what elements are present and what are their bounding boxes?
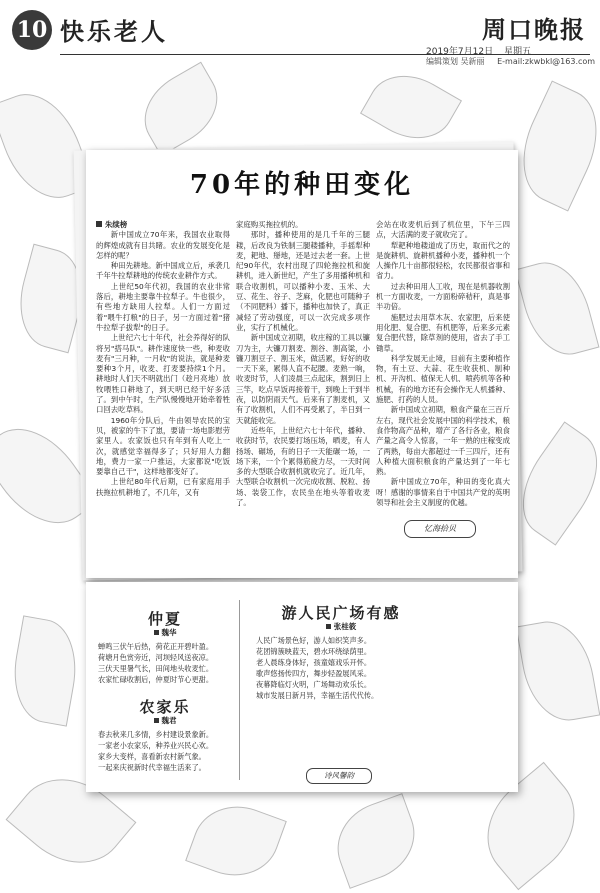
poem-author	[98, 627, 232, 638]
leaf-decoration	[515, 254, 600, 364]
leaf-decoration	[325, 793, 427, 889]
poem-author	[98, 715, 232, 726]
paragraph: 那时，播种使用的是几千年的三腿耧，后改良为铁制三腿耧播种，手摇犁种麦，耙地、掰地，还是过去老一套。上世纪90年代，农村出现了四轮拖拉机和旋耕机，进入新世纪，产生了多用播种机和联合收割机，可以播种小麦、玉米、大豆、花生、谷子、芝麻，化肥也可随种子（不同肥料）播下，播种也加快了，真正减轻了劳动强度，可以一次完成多项作业，实行了机械化。	[236, 230, 370, 332]
paragraph: 上世纪六七十年代，社会养得好的队将另"搭马队"。耕作速度快一些，种麦收麦有"三月种，一月收"的说法，就是种麦要种3个月，收麦、打麦要持续1个月。耕地时人们天不明就出门（趁月亮地）放牧喂牲口耕地了，到天明已经干好多活了。到中午时，生产队慢慢地开始牵着牲口回去吃草料。	[96, 333, 230, 415]
paragraph: 1960年分队后，牛由领导农民的宝贝，被家的牛下了崽，要请一场电影慰劳家里人。农家饭也只有年到有人吃上一次，就感觉幸福得多了；只好用人力翻地，费力一家一户推运，大家都说"吃饭要靠自己干"，这样地都变好了。	[96, 415, 230, 477]
leaf-decoration	[505, 80, 600, 211]
leaf-decoration	[516, 615, 600, 727]
article-author: 朱续榜	[105, 220, 128, 229]
paragraph: 种田先耕地。新中国成立后，承袭几千年牛拉犁耕地的传统农业耕作方式。	[96, 261, 230, 281]
poem-author	[256, 621, 426, 632]
newspaper-masthead: 周口晚报	[482, 15, 586, 44]
article-column-2	[236, 220, 370, 508]
paragraph: 新中国成立70年来，我国农业取得的辉煌成就有目共睹。农业的发展变化是怎样的呢？	[96, 230, 230, 260]
paragraph: 近些年，上世纪六七十年代，播种、收获时节，农民要打场压场，晒麦，有人扬场、碾场，有的日子一天能碾一场，一场下来，一个个累得筋疲力尽，一天时间多的大型联合收割机就收完了。近几年，大型联合收割机一次完成收割、脱粒、扬场、装袋工作，农民坐在地头等着收麦了。	[236, 425, 370, 508]
paragraph: 新中国成立初期，粮食产量在三百斤左右，现代社会发展中国的科学技术，粮食作物高产品种，增产了各行各业，粮食产量之高令人惊喜，一年一熟的庄稼变成了两熟，每亩大都超过一千三四斤，还有人种植大面积粮食的产量达到了一年七熟。	[376, 405, 510, 477]
poem-body: 蝉鸣三伏午后热，荷花正开碧叶盈。 荷塘月色赏旁近，河坝轻风送夜凉。 三伏天里暑气长，田间地头收麦忙。 农家忙碌收割后，仲夏时节心更甜。	[98, 642, 214, 684]
issue-weekday: 星期五	[503, 47, 531, 57]
leaf-decoration	[130, 62, 232, 157]
leaf-decoration	[185, 793, 287, 889]
poem-title: 游人民广场有感	[281, 604, 401, 622]
poem-body: 春去秋来几多情，乡村建设景象新。 一家老小农家乐，种养业兴民心欢。 家乡大变样，喜看新农村新气象。 一起来庆祝新时代幸福生活来了。	[98, 730, 214, 772]
byline-marker	[96, 221, 102, 227]
article-column-1	[96, 220, 230, 498]
page-header	[8, 6, 596, 66]
author-name: 魏华	[161, 628, 177, 637]
leaf-decoration	[6, 615, 85, 726]
byline-marker	[154, 630, 159, 635]
page-number: 10	[12, 10, 52, 50]
paragraph: 上世纪50年代初，我国的农业非常落后，耕地主要靠牛拉犁子。牛也很少，有些地方缺用人拉犁。人们一方面过着"喂牛打粮"的日子，另一方面过着"猪牛拉犁子拔犁"的日子。	[96, 281, 230, 332]
editor-credit: 编辑策划 吴新丽	[426, 57, 485, 66]
paragraph: 会站在收麦机后到了机位里，下午三四点，大活满的麦子就收完了。	[376, 220, 510, 240]
article-byline	[96, 220, 230, 230]
author-name: 魏君	[161, 716, 177, 725]
poem-body: 人民广场景色好，游人如织笑声多。 花团锦簇映蓝天，碧水环绕绿荫里。 老人晨练身体好，孩童嬉戏乐开怀。 歌声悠扬传四方，舞步轻盈展风采。 夜幕降临灯火明，广场舞动欢乐长。 城市发展日新月异，幸福生活代代传。	[256, 636, 379, 700]
paragraph: 施肥过去用草木灰、农家肥，后来使用化肥、复合肥、有机肥等，后来多元素复合肥代替，除草剂的使用，省去了手工锄草。	[376, 312, 510, 353]
article-paper	[86, 150, 518, 578]
column-divider	[239, 600, 240, 780]
paragraph: 新中国成立初期，收庄稼的工具以镰刀为主，大镰刀割麦、割谷、割高粱，小镰刀割豆子、割玉米，做活累，好好的收一天下来，累得人直不起腰。麦熟一晌，收麦时节，人们凌晨三点起床，割到日上三竿，吃点早饭再接着干，到晚上干到半夜，以防阴雨天气。后来有了割麦机，又有了收割机，人们不再受累了，半日到一天就能收完。	[236, 333, 370, 425]
poem-title: 农家乐	[139, 698, 191, 716]
article-title: 70年的种田变化	[189, 170, 415, 200]
byline-marker	[154, 718, 159, 723]
leaf-decoration	[360, 60, 462, 155]
poem-block	[256, 604, 426, 701]
contact-email: E-mail:zkwbkl@163.com	[497, 57, 596, 66]
poem-column-stamp: 诗风馨韵	[306, 768, 372, 784]
section-title: 快乐老人	[60, 17, 168, 46]
poem-paper	[86, 582, 518, 792]
paragraph: 科学发展无止境，目前有主要种植作物，有土豆、大蒜、花生收获机、制种机、开沟机、植保无人机、喷药机等各种机械，有的地方还有会操作无人机播种、施肥、打药的人员。	[376, 353, 510, 405]
byline-marker	[326, 624, 331, 629]
poem-block	[98, 610, 232, 685]
paragraph: 犁耙种地耧道成了历史，取而代之的是旋耕机、旋耕机播种小麦，播种机一个人操作几十亩都很轻松，农民都很省事和省力。	[376, 240, 510, 281]
author-name: 张桂筱	[333, 622, 357, 631]
poem-block	[98, 698, 232, 773]
poem-title: 仲夏	[147, 610, 182, 628]
paragraph: 新中国成立70年，种田的变化真大呀！感谢的事情来自于中国共产党的英明领导和社会主义制度的优越。	[376, 477, 510, 508]
column-stamp: 忆海拾贝	[404, 520, 476, 538]
paragraph: 家庭购买拖拉机的。	[236, 220, 303, 229]
issue-date: 2019年7月12日	[426, 47, 494, 57]
paragraph: 上世纪80年代后期，已有家庭用手扶拖拉机耕地了，不几年，又有	[96, 477, 230, 497]
header-sub-line	[426, 54, 600, 67]
paragraph: 过去种田用人工收，现在是机器收割机一方面收麦，一方面粉碎秸秆，真是事半功倍。	[376, 281, 510, 312]
article-column-3	[376, 220, 510, 508]
